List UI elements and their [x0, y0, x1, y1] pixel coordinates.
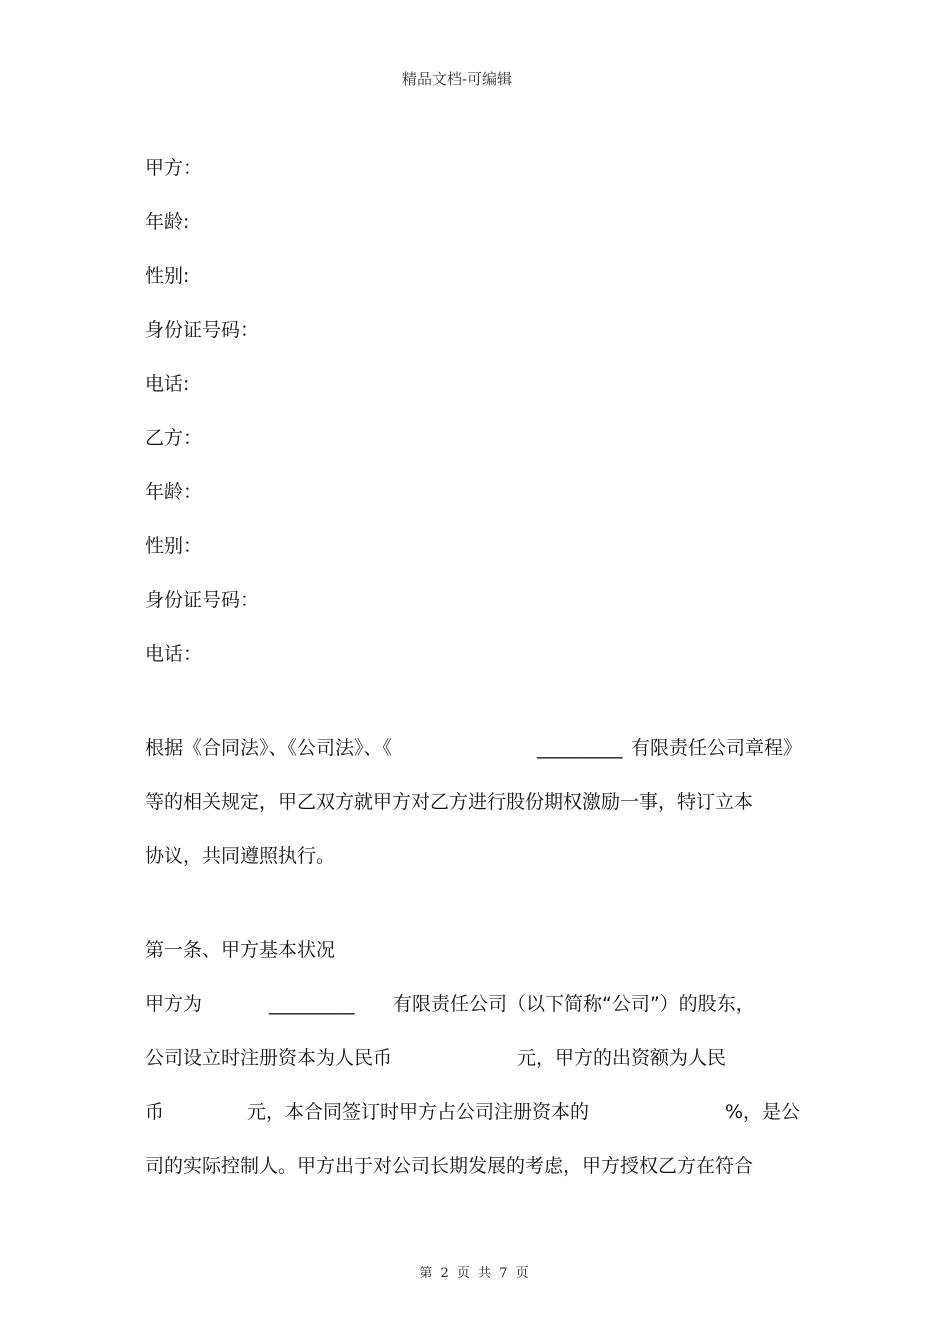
party-b-age: 年龄： [145, 481, 203, 503]
article-1-line-4: 司的实际控制人。甲方出于对公司长期发展的考虑，甲方授权乙方在符合 [145, 1155, 754, 1177]
party-b-label: 乙方： [145, 427, 203, 449]
page-header: 精品文档-可编辑 [401, 70, 513, 88]
company-name-blank: _________ [537, 737, 623, 759]
preamble-text-a: 根据《合同法》、《公司法》、《 [145, 737, 393, 759]
preamble-text-b: 有限责任公司章程》 [631, 737, 803, 759]
article-1-text-g: %，是公 [725, 1101, 801, 1123]
article-1-text-d: 元，甲方的出资额为人民 [517, 1047, 727, 1069]
article-1-text-f: 元，本合同签订时甲方占公司注册资本的 [247, 1101, 590, 1123]
article-1-text-e: 币 [145, 1101, 165, 1123]
article-1-text-a: 甲方为 [145, 993, 203, 1015]
article-1-line-3 [145, 1100, 815, 1124]
party-b-phone: 电话： [145, 643, 203, 665]
article-1-text-b: 有限责任公司（以下简称“公司”）的股东， [393, 993, 755, 1015]
party-a-phone: 电话: [145, 373, 190, 395]
page-footer: 第 2 页 共 7 页 [419, 1266, 531, 1281]
article-1-text-c: 公司设立时注册资本为人民币 [145, 1047, 393, 1069]
party-b-id-number: 身份证号码： [145, 589, 260, 611]
party-b-gender: 性别： [145, 535, 203, 557]
party-a-gender: 性别: [145, 265, 190, 287]
party-a-id-number: 身份证号码： [145, 319, 260, 341]
company-name-blank-2: _________ [269, 993, 355, 1015]
article-1-line-1 [145, 992, 815, 1016]
party-a-label: 甲方： [145, 157, 203, 179]
article-1-line-2 [145, 1046, 815, 1070]
preamble-line-3: 协议，共同遵照执行。 [145, 845, 336, 867]
article-1-title: 第一条、甲方基本状况 [145, 939, 336, 961]
preamble-line-2: 等的相关规定，甲乙双方就甲方对乙方进行股份期权激励一事，特订立本 [145, 791, 754, 813]
party-a-age: 年龄: [145, 211, 190, 233]
preamble-line-1 [145, 736, 815, 760]
